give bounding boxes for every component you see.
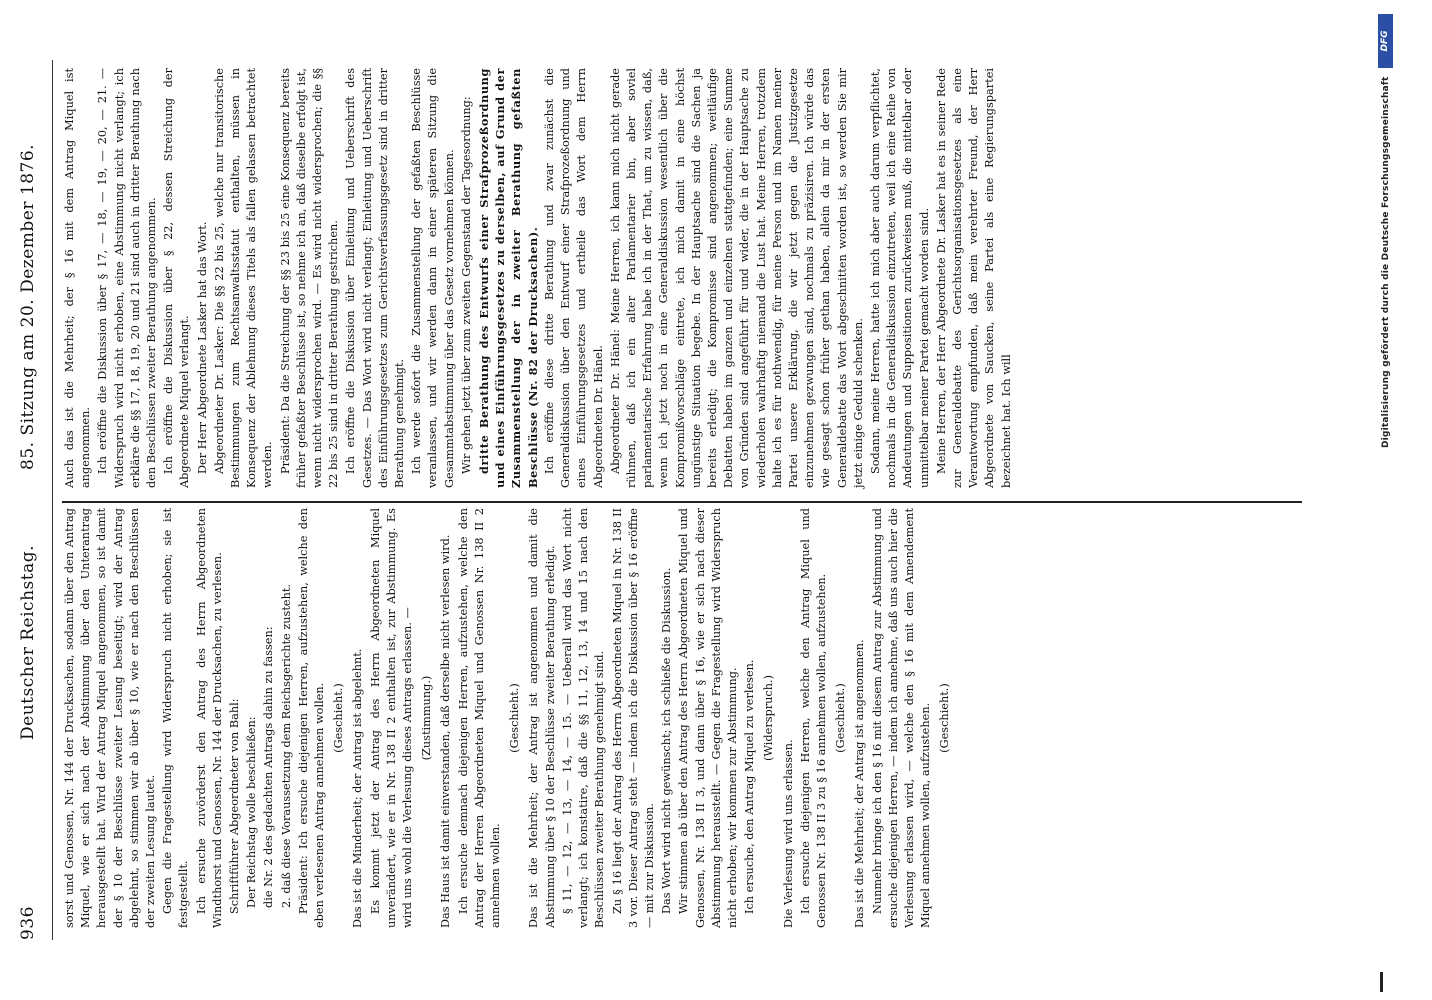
agenda-heading: dritte Berathung des Entwurfs einer Strafprozeßordnung und eines Einführungsgesetzes zu derselben, auf Grund der Zusammenstellung der in zweiter Berathung gefaßten Beschlüsse (Nr. 82 der Drucksachen). [477, 68, 540, 488]
paragraph: Ich ersuche zuvörderst den Antrag des Herrn Abgeordneten Windthorst und Genossen, Nr. 144 der Drucksachen, zu verlesen. [194, 508, 224, 928]
left-column [62, 508, 957, 928]
page-header [18, 60, 46, 940]
paragraph: Das ist die Mehrheit; der Antrag ist angenommen und damit die Abstimmung über § 10 der Beschlüsse zweiter Berathung erledigt. [527, 508, 557, 928]
paragraph: Es kommt jetzt der Antrag des Herrn Abgeordneten Miquel unverändert, wie er in Nr. 138 II 2 enthalten ist, zur Abstimmung. Es wird uns wohl die Verlesung dieses Antrags erlassen. — [368, 508, 415, 928]
paragraph: Sodann, meine Herren, hatte ich mich aber auch darum verpflichtet, nochmals in die Generaldiskussion einzutreten, weil ich eine Reihe von Andeutungen und Suppositionen zurückweisen muß, die mittelbar oder unmittelbar meiner Partei gemacht worden sind. [868, 68, 931, 488]
stage-direction: (Zustimmung.) [420, 675, 434, 761]
paragraph: Ich ersuche diejenigen Herren, welche den Antrag Miquel und Genossen Nr. 138 II 3 zu § 16 annehmen wollen, aufzustehen. [798, 508, 828, 928]
stage-direction: (Geschieht.) [508, 683, 522, 753]
paragraph: Meine Herren, der Herr Abgeordnete Dr. Lasker hat es in seiner Rede zur Generaldebatte des Gerichtsorganisationsgesetzes als eine Verantwortung empfunden, daß mein verehrter Freund, der Herr Abgeordnete von Saucken, seine Partei als eine Regierungspartei bezeichnet hat. Ich will [934, 68, 1013, 488]
paragraph: Das ist die Minderheit; der Antrag ist abgelehnt. [351, 648, 365, 928]
paragraph: Präsident: Ich ersuche diejenigen Herren, aufzustehen, welche den eben verlesenen Antrag annehmen wollen. [296, 508, 327, 928]
paragraph: Präsident: Da die Streichung der §§ 23 bis 25 eine Konsequenz bereits früher gefaßter Beschlüsse ist, so nehme ich an, daß dieselbe erfolgt ist, wenn nicht widersprochen wird. — Es wird nicht widersprochen; die §§ 22 bis 25 sind in dritter Berathung gestrichen. [278, 68, 341, 488]
stage-direction: (Widerspruch.) [762, 674, 776, 762]
page-title: Deutscher Reichstag. [18, 545, 38, 740]
paragraph: Abgeordneter Dr. Hänel: Meine Herren, ich kann mich nicht gerade rühmen, daß ich ein alter Parlamentarier bin, aber soviel parlamentarische Erfahrung habe ich in der That, um zu wissen, daß, wenn ich jetzt noch in eine Generaldiskussion wesentlich über die Kompromißvorschläge eintrete, ich mich damit in eine höchst ungünstige Situation begebe. In der Hauptsache sind die Sachen ja bereits erledigt; die Kompromisse sind angenommen; weitläufige Debatten haben im ganzen und einzelnen stattgefunden; eine Summe von Gründen sind angeführt für und wider, die in der Hauptsache zu wiederholen wahrhaftig niemand die Lust hat. Meine Herren, trotzdem halte ich es für nothwendig, für meine Person und im Namen meiner Partei unsere Erklärung, die wir jetzt gegen die Justizgesetze einzunehmen gezwungen sind, nochmals zu präzisiren. Ich würde das wie gesagt schon früher gethan haben, allein da mir in der ersten Generaldebatte das Wort abgeschnitten worden ist, so werden Sie mir jetzt einige Geduld schenken. [608, 68, 865, 488]
dfg-logo: DFG [1378, 14, 1393, 68]
paragraph: Ich eröffne die Diskussion über § 22, dessen Streichung der Abgeordnete Miquel verlangt. [162, 68, 192, 488]
stage-direction: (Geschieht.) [938, 683, 952, 753]
paragraph: Die Verlesung wird uns erlassen. [781, 739, 795, 928]
paragraph: Der Herr Abgeordnete Lasker hat das Wort. [195, 221, 209, 474]
paragraph: Ich eröffne die Diskussion über § 17, — 18, — 19, — 20, — 21. — Widerspruch wird nicht erhoben, eine Abstimmung nicht verlangt; ich erkläre die §§ 17, 18, 19, 20 und 21 sind auch in dritter Berathung nach den Beschlüssen zweiter Berathung angenommen. [96, 68, 159, 488]
stage-direction: (Geschieht.) [834, 683, 848, 753]
header-rule [52, 60, 53, 940]
paragraph: Schriftführer Abgeordneter von Bahl: [228, 698, 242, 914]
paragraph: Das ist die Mehrheit; der Antrag ist angenommen. [853, 639, 867, 928]
session-info: 85. Sitzung am 20. Dezember 1876. [18, 143, 38, 470]
paragraph: Wir gehen jetzt über zum zweiten Gegenstand der Tagesordnung: [459, 96, 473, 474]
paragraph: Ich eröffne die Diskussion über Einleitung und Ueberschrift des Gesetzes. — Das Wort wird nicht verlangt; Einleitung und Ueberschrift des Einführungsgesetzes zum Gerichtsverfassungsgesetz sind in dritter Berathung genehmigt. [344, 68, 407, 488]
paragraph: Nunmehr bringe ich den § 16 mit diesem Antrag zur Abstimmung und ersuche diejenigen Herren, — indem ich annehme, daß uns auch hier die Verlesung erlassen wird, — welche den § 16 mit dem Amendement Miquel annehmen wollen, aufzustehen. [870, 508, 933, 928]
paragraph: Ich ersuche demnach diejenigen Herren, aufzustehen, welche den Antrag der Herren Abgeordneten Miquel und Genossen Nr. 138 II 2 annehmen wollen. [456, 508, 503, 928]
paragraph: Wir stimmen ab über den Antrag des Herrn Abgeordneten Miquel und Genossen, Nr. 138 II 3, und dann über § 16, wie er sich nach dieser Abstimmung herausstellt. — Gegen die Fragestellung wird Widerspruch nicht erhoben; wir kommen zur Abstimmung. [677, 508, 739, 928]
right-column [62, 68, 1016, 488]
paragraph: sorst und Genossen, Nr. 144 der Drucksachen, sodann über den Antrag Miquel, wie er sich nach der Abstimmung über den Unterantrag herausgestellt hat. Wird der Antrag Miquel angenommen, so ist damit der § 10 der Beschlüsse zweiter Lesung beseitigt; wird der Antrag abgelehnt, so stimmen wir ab über § 10, wie er nach den Beschlüssen der zweiten Lesung lautet. [63, 508, 158, 928]
paragraph: Ich ersuche, den Antrag Miquel zu verlesen. [743, 659, 757, 914]
paragraph: die Nr. 2 des gedachten Antrags dahin zu fassen: [262, 626, 276, 908]
stage-direction: (Geschieht.) [332, 683, 346, 753]
paragraph: Der Reichstag wolle beschließen: [245, 716, 259, 908]
footer-bar [1376, 0, 1398, 1000]
paragraph: § 11, — 12, — 13, — 14, — 15. — Ueberall wird das Wort nicht verlangt; ich konstatire, daß die §§ 11, 12, 13, 14 und 15 nach den Beschlüssen zweiter Berathung genehmigt sind. [560, 508, 607, 928]
paragraph: Zu § 16 liegt der Antrag des Herrn Abgeordneten Miquel in Nr. 138 II 3 vor. Dieser Antrag steht — indem ich die Diskussion über § 16 eröffne — mit zur Diskussion. [610, 508, 656, 928]
page-number: 936 [18, 906, 38, 940]
paragraph: Auch das ist die Mehrheit; der § 16 mit dem Antrag Miquel ist angenommen. [63, 68, 93, 488]
digitization-credit: Digitalisierung gefördert durch die Deutsche Forschungsgemeinschaft [1381, 76, 1391, 448]
paragraph: Das Haus ist damit einverstanden, daß derselbe nicht verlesen wird. [439, 534, 453, 928]
paragraph: Das Wort wird nicht gewünscht; ich schließe die Diskussion. [660, 567, 674, 914]
paragraph: Abgeordneter Dr. Lasker: Die §§ 22 bis 25, welche nur transitorische Bestimmungen zum Rechtsanwaltsstatut enthalten, müssen in Konsequenz der Ablehnung dieses Titels als fallen gelassen betrachtet werden. [212, 68, 275, 488]
column-divider [62, 501, 1302, 503]
paragraph: Gegen die Fragestellung wird Widerspruch nicht erhoben; sie ist festgestellt. [161, 508, 191, 928]
paragraph: Ich werde sofort die Zusammenstellung der gefaßten Beschlüsse veranlassen, und wir werden dann in einer späteren Sitzung die Gesammtabstimmung über das Gesetz vornehmen können. [410, 68, 456, 488]
footer-mark [1380, 972, 1383, 992]
paragraph: 2. daß diese Voraussetzung dem Reichsgerichte zusteht. [279, 584, 293, 908]
paragraph: Ich eröffne diese dritte Berathung und zwar zunächst die Generaldiskussion über den Entwurf einer Strafprozeßordnung und eines Einführungsgesetzes und ertheile das Wort dem Herrn Abgeordneten Dr. Hänel. [542, 68, 605, 488]
